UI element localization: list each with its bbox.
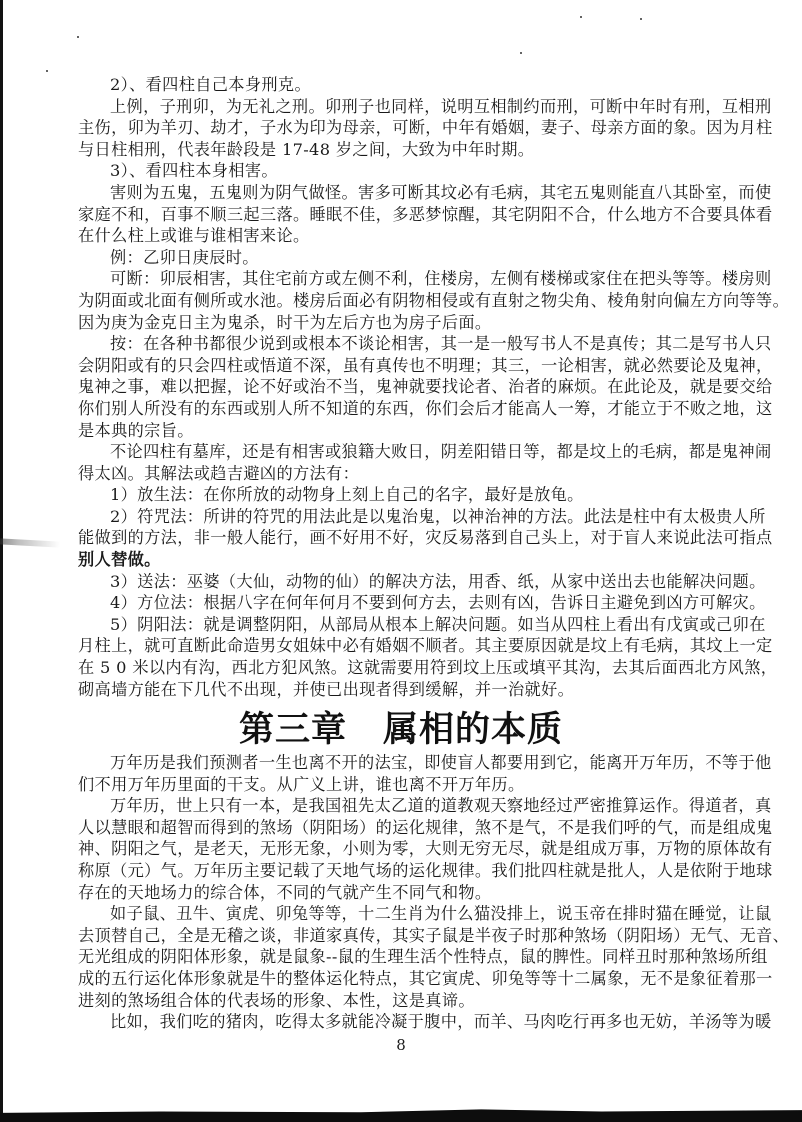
text-line: 砌高墙方能在下几代不出现，并使已出现者得到缓解，并一治就好。	[78, 679, 575, 699]
text-line: 称原（元）气。万年历主要记载了天地气场的运化规律。我们批四柱就是批人，人是依附于地球	[78, 860, 773, 880]
text-line: 1）放生法：在你所放的动物身上刻上自己的名字，最好是放龟。	[110, 485, 584, 505]
text-line: 害则为五鬼，五鬼则为阴气做怪。害多可断其坟必有毛病，其宅五鬼则能直八其卧室，而使	[110, 182, 772, 202]
text-line: 比如，我们吃的猪肉，吃得太多就能冷凝于腹中，而羊、马肉吃行再多也无妨，羊汤等为暖	[110, 1012, 772, 1032]
text-line: 因为庚为金克日主为鬼杀，时干为左后方也为房子后面。	[78, 312, 492, 332]
text-line: 会阴阳或有的只会四柱或悟道不深，虽有真传也不明理；其三，一论相害，就必然要论及鬼神，	[78, 355, 773, 375]
text-line: 进刻的煞场组合体的代表场的形象、本性，这是真谛。	[78, 990, 475, 1010]
text-line: 家庭不和，百事不顺三起三落。睡眠不佳，多恶梦惊醒，其宅阴阳不合，什么地方不合要具体看	[78, 204, 773, 224]
chapter-title: 属相的本质	[383, 710, 564, 750]
text-line: 万年历，世上只有一本，是我国祖先太乙道的道教观天察地经过严密推算运作。得道者，真	[110, 796, 772, 816]
scan-speck	[520, 52, 522, 54]
text-line: 能做到的方法，非一般人能行，画不好用不好，灾反易落到自己头上，对于盲人来说此法可指点	[78, 528, 773, 548]
text-line: 上例，子刑卯，为无礼之刑。卯刑子也同样，说明互相制约而刑，可断中年时有刑，互相刑	[110, 96, 772, 116]
text-line: 3）、看四柱本身相害。	[110, 161, 278, 181]
text-line: 2）符咒法：所讲的符咒的用法此是以鬼治鬼，以神治神的方法。此法是柱中有太极贵人所	[110, 506, 766, 526]
text-line: 得太凶。其解法或趋吉避凶的方法有：	[78, 463, 360, 483]
scan-speck	[46, 70, 48, 72]
text-line: 在 5 0 米以内有沟，西北方犯风煞。这就需要用符到坟上压或填平其沟，去其后面西北方风煞，	[78, 658, 778, 678]
text-line: 4）方位法：根据八字在何年何月不要到何方去，去则有凶，告诉日主避免到凶方可解灾。	[110, 593, 766, 613]
text-line: 万年历是我们预测者一生也离不开的法宝，即使盲人都要用到它，能离开万年历，不等于他	[110, 753, 772, 772]
chapter-number: 第三章	[238, 710, 347, 750]
text-line: 你们别人所没有的东西或别人所不知道的东西，你们会后才能高人一筹，才能立于不败之地，这	[78, 398, 773, 418]
text-line: 月柱上，就可直断此命造男女姐妹中必有婚姻不顺者。其主要原因就是坟上有毛病，其坟上一定	[78, 636, 773, 656]
text-line: 5）阴阳法：就是调整阴阳，从部局从根本上解决问题。如当从四柱上看出有戊寅或己卯在	[110, 614, 766, 634]
text-line: 鬼神之事，难以把握，论不好或治不当，鬼神就要找论者、治者的麻烦。在此论及，就是要交给	[78, 377, 773, 397]
text-line: 可断：卯辰相害，其住宅前方或左侧不利，住楼房，左侧有楼梯或家住在把头等等。楼房则	[110, 269, 772, 289]
document-body-section-1	[78, 74, 790, 700]
text-line: 为阴面或北面有侧所或水池。楼房后面必有阴物相侵或有直射之物尖角、棱角射向偏左方向等等。	[78, 290, 790, 310]
text-line: 别人替做。	[78, 550, 161, 570]
text-line: 在什么柱上或谁与谁相害来论。	[78, 226, 310, 246]
text-line: 与日柱相刑，代表年龄段是 17-48 岁之间，大致为中年时期。	[78, 139, 535, 159]
text-line: 例：乙卯日庚辰时。	[110, 247, 259, 267]
text-line: 存在的天地场力的综合体，不同的气就产生不同气和物。	[78, 882, 492, 902]
scan-speck	[580, 16, 582, 18]
chapter-heading	[0, 711, 802, 749]
page-number: 8	[396, 1036, 406, 1054]
scan-edge-left	[0, 0, 3, 1122]
text-line: 神、阴阳之气，是老天，无形无象，小则为零，大则无穷无尽，就是组成万事，万物的原体故有	[78, 839, 773, 859]
text-line: 是本典的宗旨。	[78, 420, 194, 440]
text-line: 无光组成的阴阳体形象，就是鼠象--鼠的生理生活个性特点，鼠的脾性。同样丑时那种煞场所组	[78, 947, 768, 967]
text-line: 主伤，卯为羊刃、劫才，子水为印为母亲，可断，中年有婚姻，妻子、母亲方面的象。因为月柱	[78, 118, 773, 138]
text-line: 2）、看四柱自己本身刑克。	[110, 75, 311, 94]
text-line: 不论四柱有墓库，还是有相害或狼籍大败日，阴差阳错日等，都是坟上的毛病，都是鬼神闹	[110, 442, 772, 462]
scan-speck	[77, 36, 79, 38]
text-line: 按：在各种书都很少说到或根本不谈论相害，其一是一般写书人不是真传；其二是写书人只	[110, 334, 772, 354]
text-line: 人以慧眼和超智而得到的煞场（阴阳场）的运化规律，煞不是气，不是我们呼的气，而是组成鬼	[78, 817, 773, 837]
text-line: 如子鼠、丑牛、寅虎、卯兔等等，十二生肖为什么猫没排上，说玉帝在排时猫在睡觉，让鼠	[110, 904, 772, 924]
scan-scratch-mark	[0, 538, 60, 547]
document-body-section-2	[78, 752, 790, 1033]
scan-speck	[640, 18, 642, 20]
text-line: 去顶替自己，全是无稽之谈，非道家真传，其实子鼠是半夜子时那种煞场（阴阳场）无气、无音、	[78, 925, 790, 945]
scan-edge-bottom	[0, 1108, 802, 1122]
text-line: 成的五行运化体形象就是牛的整体运化特点，其它寅虎、卯兔等等十二属象，无不是象征着那一	[78, 968, 773, 988]
text-line: 3）送法：巫婆（大仙，动物的仙）的解决方法，用香、纸，从家中送出去也能解决问题。	[110, 571, 766, 591]
text-line: 们不用万年历里面的干支。从广义上讲，谁也离不开万年历。	[78, 774, 525, 794]
